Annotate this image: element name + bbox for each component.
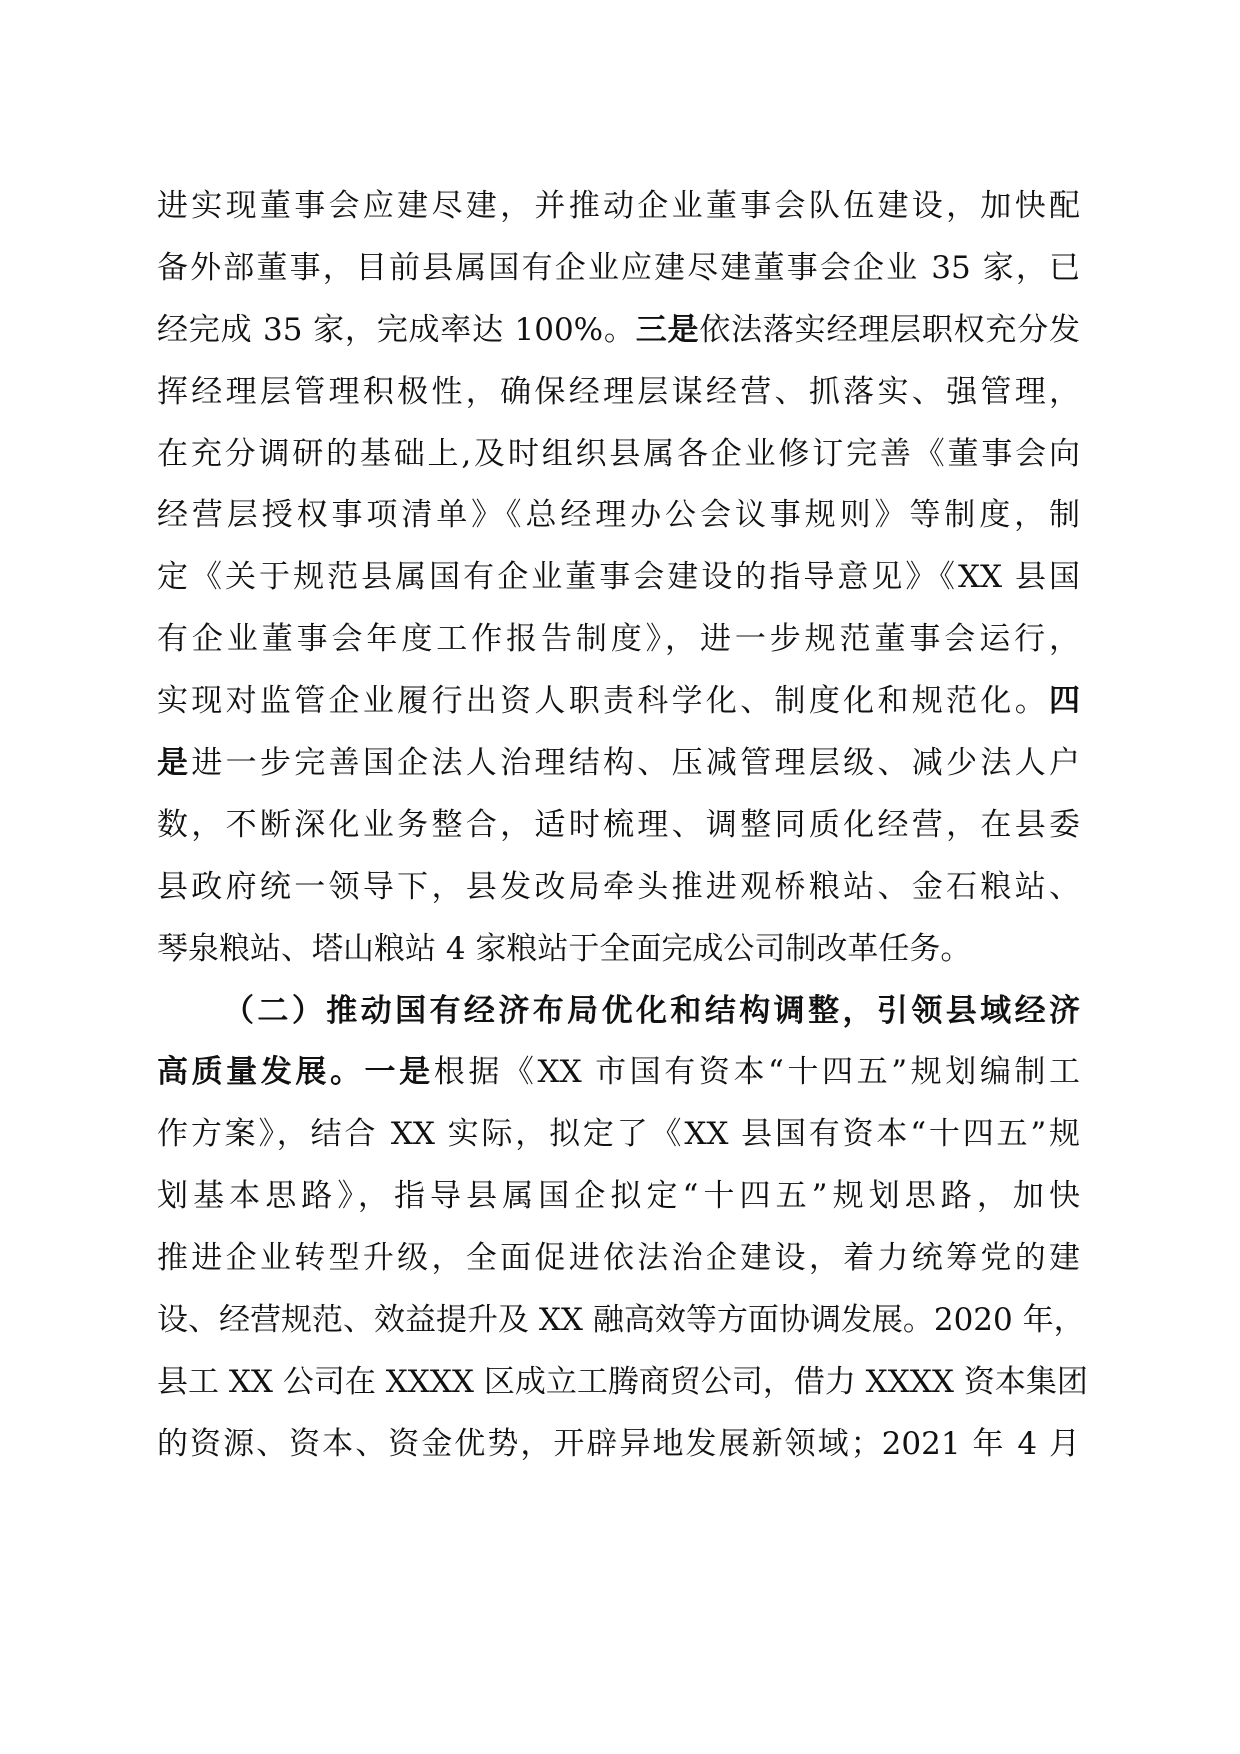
text-run: 实现对监管企业履行出资人职责科学化、制度化和规范化。 [157, 683, 1049, 720]
heading-text: （二）推动国有经济布局优化和结构调整，引领县域经济 [223, 992, 1080, 1029]
text-line [157, 919, 1080, 981]
text-line [157, 857, 1080, 919]
text-run: 定《关于规范县属国有企业董事会建设的指导意见》《XX 县国 [157, 559, 1080, 596]
text-run: 根据《XX 市国有资本“十四五”规划编制工 [433, 1054, 1081, 1091]
text-line [157, 1290, 1085, 1352]
text-run: 在充分调研的基础上,及时组织县属各企业修订完善《董事会向 [157, 435, 1080, 472]
text-line [157, 671, 1080, 733]
text-run: 琴泉粮站、塔山粮站 4 家粮站于全面完成公司制改革任务。 [157, 930, 972, 967]
text-line [157, 733, 1080, 795]
text-run: 有企业董事会年度工作报告制度》，进一步规范董事会运行， [157, 621, 1080, 658]
text-line [157, 1414, 1080, 1476]
text-run: 进一步完善国企法人治理结构、压减管理层级、减少法人户 [191, 745, 1081, 782]
bold-marker: 三是 [635, 311, 700, 348]
text-line [157, 176, 1080, 238]
text-run: 推进企业转型升级，全面促进依法治企建设，着力统筹党的建 [157, 1240, 1080, 1277]
text-run: 设、经营规范、效益提升及 XX 融高效等方面协调发展。2020 年， [157, 1302, 1085, 1339]
text-run: 依法落实经理层职权充分发 [699, 311, 1081, 348]
text-line [157, 547, 1080, 609]
text-line [157, 1228, 1080, 1290]
text-run: 数，不断深化业务整合，适时梳理、调整同质化经营，在县委 [157, 806, 1080, 843]
text-line [157, 362, 1080, 424]
text-line [157, 485, 1080, 547]
text-line [157, 238, 1080, 300]
heading-text: 高质量发展。 [157, 1054, 365, 1091]
text-line [157, 795, 1080, 857]
bold-marker: 是 [157, 745, 192, 782]
text-line [157, 609, 1080, 671]
text-line [157, 1352, 1088, 1414]
text-line [157, 1104, 1080, 1166]
text-run: 划基本思路》，指导县属国企拟定“十四五”规划思路，加快 [157, 1178, 1080, 1215]
text-run: 县工 XX 公司在 XXXX 区成立工腾商贸公司，借力 XXXX 资本集团 [157, 1363, 1088, 1400]
text-run: 作方案》，结合 XX 实际，拟定了《XX 县国有资本“十四五”规 [157, 1116, 1080, 1153]
text-run: 的资源、资本、资金优势，开辟异地发展新领域；2021 年 4 月 [157, 1425, 1080, 1462]
bold-marker: 一是 [364, 1054, 434, 1091]
text-run: 挥经理层管理积极性，确保经理层谋经营、抓落实、强管理， [157, 373, 1080, 410]
text-run: 经营层授权事项清单》《总经理办公会议事规则》等制度，制 [157, 497, 1080, 534]
bold-marker: 四 [1049, 683, 1080, 720]
text-run: 备外部董事，目前县属国有企业应建尽建董事会企业 35 家，已 [157, 249, 1080, 286]
text-line [157, 1166, 1080, 1228]
text-run: 经完成 35 家，完成率达 100%。 [157, 311, 636, 348]
text-line [157, 1042, 1080, 1104]
text-run: 进实现董事会应建尽建，并推动企业董事会队伍建设，加快配 [157, 188, 1080, 224]
text-line [157, 300, 1080, 362]
body-text [157, 176, 1088, 1476]
section-heading [157, 981, 1080, 1043]
text-line [157, 424, 1080, 486]
text-run: 县政府统一领导下，县发改局牵头推进观桥粮站、金石粮站、 [157, 868, 1080, 905]
